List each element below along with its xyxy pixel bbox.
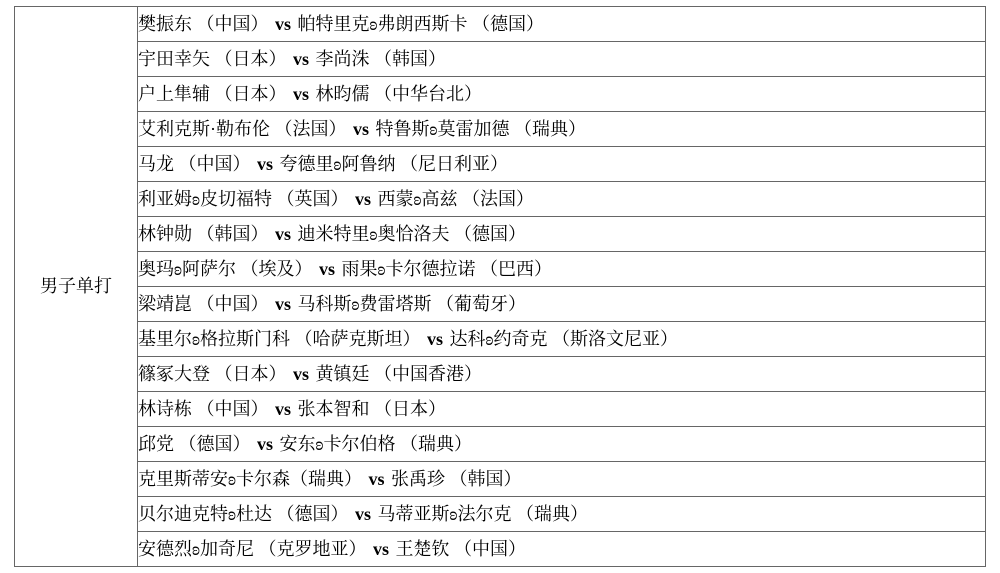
- player-left: 艾利克斯·勒布伦 （法国）: [138, 118, 347, 139]
- match-cell: [138, 7, 986, 42]
- player-left: 安德烈ʚ加奇尼 （克罗地亚）: [138, 538, 367, 559]
- match-cell: [138, 462, 986, 497]
- player-left: 贝尔迪克特ʚ杜达 （德国）: [138, 503, 349, 524]
- player-right: 夸德里ʚ阿鲁纳 （尼日利亚）: [279, 153, 508, 174]
- player-right: 达科ʚ约奇克 （斯洛文尼亚）: [449, 328, 678, 349]
- player-right: 李尚洙 （韩国）: [315, 48, 447, 69]
- table-row: [15, 7, 986, 42]
- table-row: [15, 427, 986, 462]
- vs-label: vs: [372, 538, 389, 559]
- table-row: [15, 287, 986, 322]
- vs-label: vs: [275, 293, 292, 314]
- vs-label: vs: [275, 398, 292, 419]
- table-row: [15, 252, 986, 287]
- vs-label: vs: [257, 153, 274, 174]
- match-cell: [138, 287, 986, 322]
- vs-label: vs: [275, 223, 292, 244]
- table-row: [15, 147, 986, 182]
- player-right: 马科斯ʚ费雷塔斯 （葡萄牙）: [297, 293, 526, 314]
- player-right: 马蒂亚斯ʚ法尔克 （瑞典）: [377, 503, 588, 524]
- category-cell: 男子单打: [15, 7, 138, 567]
- player-left: 利亚姆ʚ皮切福特 （英国）: [138, 188, 349, 209]
- player-right: 特鲁斯ʚ莫雷加德 （瑞典）: [375, 118, 586, 139]
- table-row: [15, 322, 986, 357]
- table-row: [15, 497, 986, 532]
- table-row: [15, 392, 986, 427]
- player-right: 帕特里克ʚ弗朗西斯卡 （德国）: [297, 13, 544, 34]
- player-left: 宇田幸矢 （日本）: [138, 48, 287, 69]
- vs-label: vs: [293, 48, 310, 69]
- table-row: [15, 462, 986, 497]
- match-cell: [138, 217, 986, 252]
- match-cell: [138, 532, 986, 567]
- vs-label: vs: [293, 363, 310, 384]
- table-row: [15, 357, 986, 392]
- match-cell: [138, 392, 986, 427]
- match-cell: [138, 497, 986, 532]
- player-right: 张禹珍 （韩国）: [391, 468, 522, 489]
- player-left: 马龙 （中国）: [138, 153, 251, 174]
- player-left: 户上隼辅 （日本）: [138, 83, 287, 104]
- table-row: [15, 42, 986, 77]
- player-right: 张本智和 （日本）: [297, 398, 447, 419]
- vs-label: vs: [354, 503, 371, 524]
- vs-label: vs: [426, 328, 443, 349]
- player-left: 林钟勋 （韩国）: [138, 223, 269, 244]
- table-row: [15, 112, 986, 147]
- player-right: 黄镇廷 （中国香港）: [315, 363, 483, 384]
- player-right: 西蒙ʚ高兹 （法国）: [377, 188, 534, 209]
- match-cell: [138, 42, 986, 77]
- vs-label: vs: [318, 258, 335, 279]
- vs-label: vs: [353, 118, 370, 139]
- player-left: 樊振东 （中国）: [138, 13, 269, 34]
- table-body: [15, 7, 986, 567]
- match-cell: [138, 182, 986, 217]
- player-left: 梁靖崑 （中国）: [138, 293, 269, 314]
- player-right: 王楚钦 （中国）: [395, 538, 526, 559]
- player-left: 基里尔ʚ格拉斯门科 （哈萨克斯坦）: [138, 328, 421, 349]
- match-cell: [138, 112, 986, 147]
- table-row: [15, 532, 986, 567]
- match-cell: [138, 427, 986, 462]
- vs-label: vs: [275, 13, 292, 34]
- table-row: [15, 77, 986, 112]
- match-cell: [138, 252, 986, 287]
- table-row: [15, 182, 986, 217]
- mens-singles-draw-table: [14, 6, 986, 567]
- player-right: 林昀儒 （中华台北）: [315, 83, 483, 104]
- match-cell: [138, 357, 986, 392]
- player-left: 邱党 （德国）: [138, 433, 251, 454]
- player-left: 篠冢大登 （日本）: [138, 363, 287, 384]
- player-left: 林诗栋 （中国）: [138, 398, 269, 419]
- table-row: [15, 217, 986, 252]
- match-cell: [138, 322, 986, 357]
- player-right: 雨果ʚ卡尔德拉诺 （巴西）: [341, 258, 552, 279]
- vs-label: vs: [293, 83, 310, 104]
- vs-label: vs: [354, 188, 371, 209]
- vs-label: vs: [368, 468, 385, 489]
- player-right: 安东ʚ卡尔伯格 （瑞典）: [279, 433, 472, 454]
- player-left: 奥玛ʚ阿萨尔 （埃及）: [138, 258, 313, 279]
- match-cell: [138, 77, 986, 112]
- vs-label: vs: [257, 433, 274, 454]
- match-cell: [138, 147, 986, 182]
- player-left: 克里斯蒂安ʚ卡尔森（瑞典）: [138, 468, 362, 489]
- player-right: 迪米特里ʚ奥恰洛夫 （德国）: [297, 223, 526, 244]
